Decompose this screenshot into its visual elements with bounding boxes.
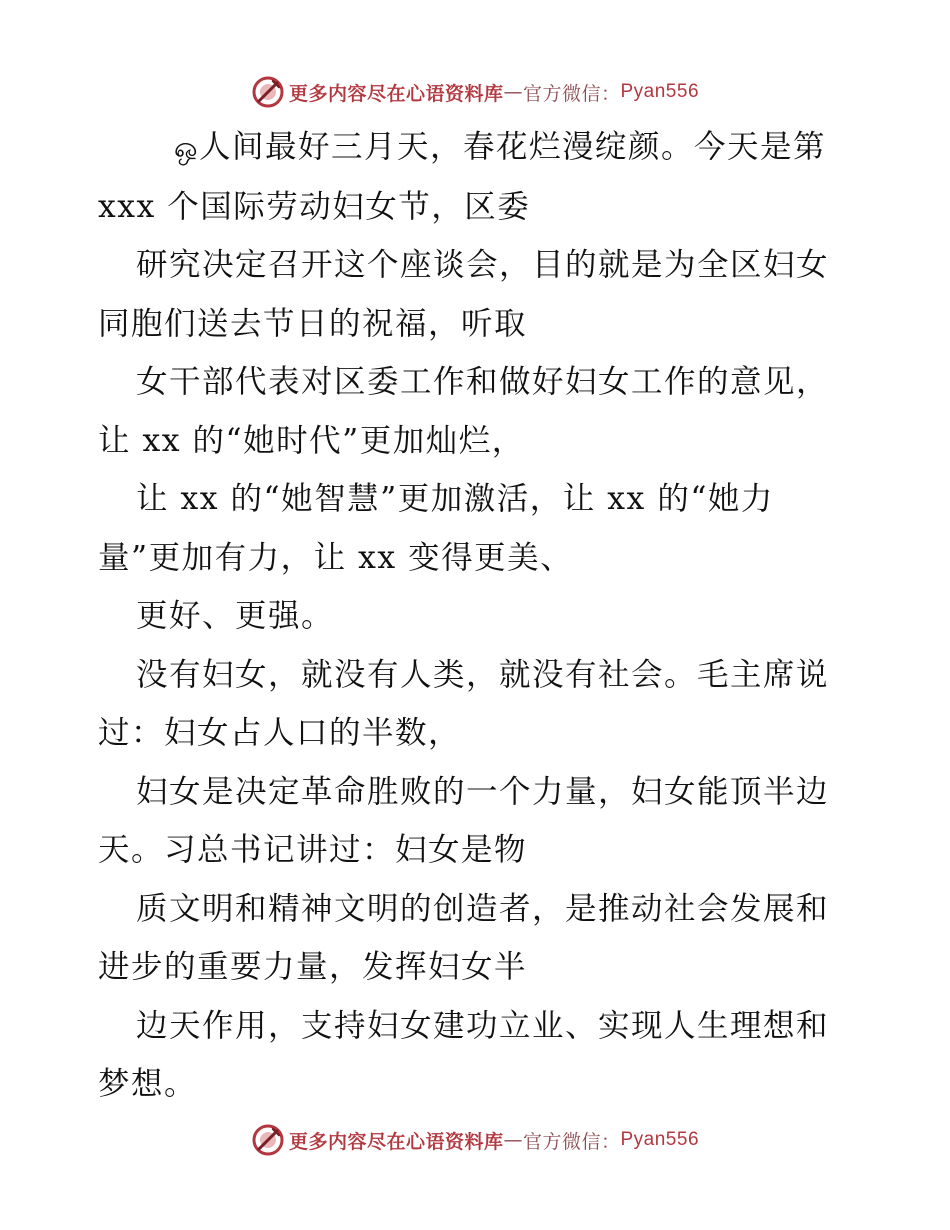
paragraph-7-line-1: 妇女是决定革命胜败的一个力量，妇女能顶半边 xyxy=(136,773,830,810)
paragraph-2-line-1: 研究决定召开这个座谈会，目的就是为全区妇女 xyxy=(136,247,830,283)
paragraph-1-line-1: 人间最好三月天，春花烂漫绽颜。今天是第 xyxy=(198,129,826,165)
paragraph-5 xyxy=(98,587,858,646)
paragraph-8 xyxy=(98,880,858,997)
paragraph-7-line-2: 天。习总书记讲过：妇女是物 xyxy=(98,832,528,868)
paragraph-4 xyxy=(98,470,858,587)
header-banner xyxy=(0,72,950,112)
paragraph-9-line-2: 梦想。 xyxy=(98,1066,198,1102)
banner-wechat-id: Pyan556 xyxy=(620,1129,700,1150)
paragraph-1-line-2: xxx 个国际劳动妇女节，区委 xyxy=(98,188,531,225)
paragraph-3-line-2: 让 xx 的“她时代”更加灿烂， xyxy=(98,422,525,459)
banner-sub-text: 官方微信： xyxy=(522,1130,621,1153)
banner-main-text: 更多内容尽在心语资料库 xyxy=(288,1130,504,1153)
paragraph-5-line-1: 更好、更强。 xyxy=(136,598,335,634)
paragraph-1 xyxy=(98,118,858,236)
paragraph-3 xyxy=(98,353,858,470)
logo-icon xyxy=(251,75,285,109)
banner-sub-text: 官方微信： xyxy=(522,82,621,105)
paragraph-7 xyxy=(98,763,858,880)
paragraph-6 xyxy=(98,646,858,763)
logo-icon xyxy=(251,1123,285,1157)
paragraph-9-line-1: 边天作用，支持妇女建功立业、实现人生理想和 xyxy=(136,1007,830,1044)
banner-dash: — xyxy=(503,1129,523,1151)
banner-main-text: 更多内容尽在心语资料库 xyxy=(288,82,504,105)
footer-banner xyxy=(0,1120,950,1160)
paragraph-6-line-2: 过：妇女占人口的半数， xyxy=(98,715,462,751)
paragraph-3-line-1: 女干部代表对区委工作和做好妇女工作的意见， xyxy=(136,364,830,400)
bullet-icon: ஒ xyxy=(174,131,199,164)
paragraph-4-line-1: 让 xx 的“她智慧”更加激活，让 xx 的“她力 xyxy=(136,481,774,517)
paragraph-6-line-1: 没有妇女，就没有人类，就没有社会。毛主席说 xyxy=(136,656,830,693)
paragraph-2 xyxy=(98,236,858,353)
paragraph-9 xyxy=(98,997,858,1114)
paragraph-4-line-2: 量”更加有力，让 xx 变得更美、 xyxy=(98,539,574,576)
paragraph-2-line-2: 同胞们送去节日的祝福，听取 xyxy=(98,305,528,342)
paragraph-8-line-1: 质文明和精神文明的创造者，是推动社会发展和 xyxy=(136,890,830,927)
document-body xyxy=(98,118,858,1114)
banner-dash: — xyxy=(503,81,523,103)
banner-wechat-id: Pyan556 xyxy=(620,81,700,102)
paragraph-8-line-2: 进步的重要力量，发挥妇女半 xyxy=(98,949,528,985)
